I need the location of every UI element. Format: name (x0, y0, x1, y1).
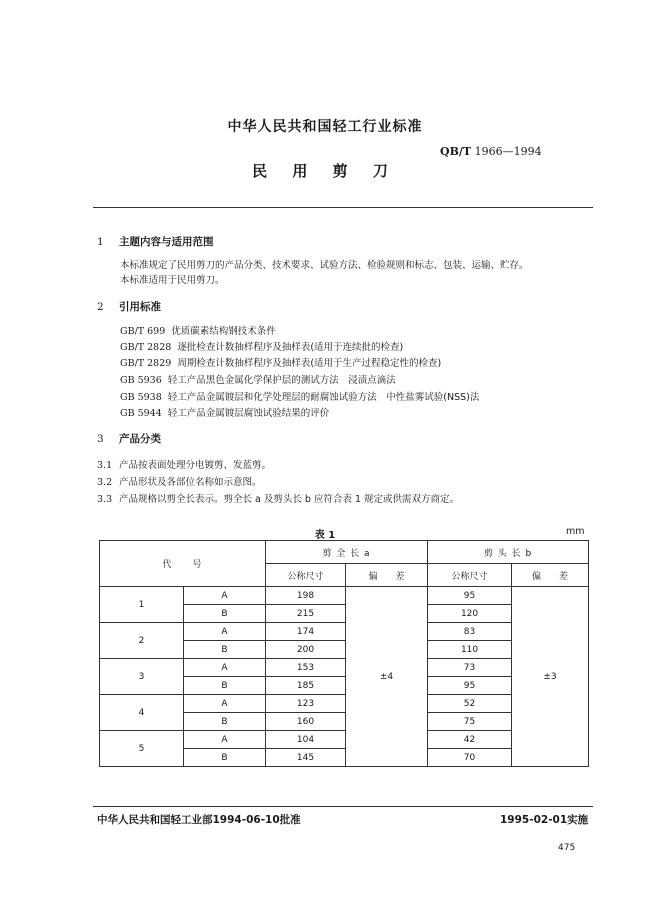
header-deviation-a: 偏 差 (346, 564, 428, 587)
reference-code: GB/T 2829 (120, 358, 172, 369)
standard-code (440, 145, 542, 158)
group-cell: 5 (100, 731, 184, 767)
reference-item (120, 389, 479, 403)
tolerance-a-cell: ±4 (346, 587, 428, 767)
head-length-cell: 110 (428, 641, 512, 659)
total-length-cell: 104 (266, 731, 346, 749)
subsection-text: 产品规格以剪全长表示。剪全长 a 及剪头长 b 应符合表 1 规定或供需双方商定。 (119, 494, 460, 505)
reference-code: GB 5936 (120, 375, 162, 386)
subsection-item (97, 474, 262, 488)
section-number: 1 (97, 236, 104, 248)
section-title: 引用标准 (119, 301, 161, 313)
reference-code: GB 5944 (120, 408, 162, 419)
total-length-cell: 153 (266, 659, 346, 677)
total-length-cell: 145 (266, 749, 346, 767)
total-length-cell: 215 (266, 605, 346, 623)
reference-code: GB/T 2828 (120, 342, 172, 353)
reference-text: 轻工产品金属镀层和化学处理层的耐腐蚀试验方法 中性盐雾试验(NSS)法 (167, 392, 480, 403)
subsection-text: 产品形状及各部位名称如示意图。 (119, 477, 262, 488)
paragraph: 本标准规定了民用剪刀的产品分类、技术要求、试验方法、检验规则和标志、包装、运输、贮存。 (120, 260, 529, 271)
tolerance-b-cell: ±3 (512, 587, 589, 767)
type-cell: A (184, 587, 266, 605)
document-title: 民 用 剪 刀 (252, 162, 398, 180)
head-length-cell: 120 (428, 605, 512, 623)
total-length-cell: 200 (266, 641, 346, 659)
group-cell: 1 (100, 587, 184, 623)
group-cell: 4 (100, 695, 184, 731)
section-2-heading (97, 299, 161, 314)
head-length-cell: 70 (428, 749, 512, 767)
standard-code-prefix: QB/T (440, 145, 472, 158)
header-code: 代 号 (100, 541, 266, 587)
reference-item (120, 339, 403, 353)
type-cell: B (184, 713, 266, 731)
section-3-heading (97, 431, 161, 446)
section-title: 产品分类 (119, 433, 161, 445)
head-length-cell: 42 (428, 731, 512, 749)
paragraph: 本标准适用于民用剪刀。 (120, 275, 225, 286)
type-cell: A (184, 731, 266, 749)
head-length-cell: 52 (428, 695, 512, 713)
total-length-cell: 123 (266, 695, 346, 713)
implementation-date: 1995-02-01实施 (500, 814, 589, 826)
total-length-cell: 185 (266, 677, 346, 695)
header-head-length: 剪 头 长 b (428, 541, 589, 564)
section-number: 3 (97, 433, 104, 445)
section-title: 主题内容与适用范围 (119, 236, 214, 248)
type-cell: B (184, 749, 266, 767)
group-cell: 2 (100, 623, 184, 659)
standard-body-title: 中华人民共和国轻工行业标准 (227, 119, 423, 135)
subsection-number: 3.3 (97, 494, 113, 505)
reference-item (120, 323, 276, 337)
reference-text: 优质碳素结构钢技术条件 (171, 326, 276, 337)
head-length-cell: 95 (428, 587, 512, 605)
total-length-cell: 160 (266, 713, 346, 731)
total-length-cell: 198 (266, 587, 346, 605)
type-cell: A (184, 623, 266, 641)
reference-text: 轻工产品金属镀层腐蚀试验结果的评价 (167, 408, 330, 419)
reference-text: 周期检查计数抽样程序及抽样表(适用于生产过程稳定性的检查) (177, 358, 442, 369)
header-deviation-b: 偏 差 (512, 564, 589, 587)
header-nominal-a: 公称尺寸 (266, 564, 346, 587)
page-number: 475 (558, 843, 576, 853)
subsection-item (97, 457, 271, 471)
reference-code: GB 5938 (120, 392, 162, 403)
reference-text: 逐批检查计数抽样程序及抽样表(适用于连续批的检查) (177, 342, 404, 353)
subsection-number: 3.2 (97, 477, 113, 488)
table-row (100, 587, 589, 605)
table-unit: mm (566, 526, 585, 537)
section-1-heading (97, 234, 214, 249)
subsection-item (97, 491, 459, 505)
header-divider (93, 207, 593, 208)
head-length-cell: 83 (428, 623, 512, 641)
specification-table (99, 540, 589, 767)
type-cell: B (184, 605, 266, 623)
header-nominal-b: 公称尺寸 (428, 564, 512, 587)
subsection-number: 3.1 (97, 460, 113, 471)
type-cell: B (184, 641, 266, 659)
reference-item (120, 372, 396, 386)
type-cell: B (184, 677, 266, 695)
head-length-cell: 75 (428, 713, 512, 731)
reference-text: 轻工产品黑色金属化学保护层的测试方法 浸渍点滴法 (167, 375, 396, 386)
group-cell: 3 (100, 659, 184, 695)
type-cell: A (184, 659, 266, 677)
head-length-cell: 95 (428, 677, 512, 695)
subsection-text: 产品按表面处理分电镀剪、发蓝剪。 (119, 460, 272, 471)
type-cell: A (184, 695, 266, 713)
total-length-cell: 174 (266, 623, 346, 641)
reference-item (120, 355, 441, 369)
approval-note: 中华人民共和国轻工业部1994-06-10批准 (97, 814, 301, 826)
head-length-cell: 73 (428, 659, 512, 677)
header-total-length: 剪 全 长 a (266, 541, 428, 564)
table-caption: 表 1 (314, 530, 336, 541)
footer-divider (93, 806, 593, 807)
standard-code-number: 1966—1994 (474, 145, 542, 158)
section-number: 2 (97, 301, 104, 313)
reference-code: GB/T 699 (120, 326, 166, 337)
reference-item (120, 405, 329, 419)
